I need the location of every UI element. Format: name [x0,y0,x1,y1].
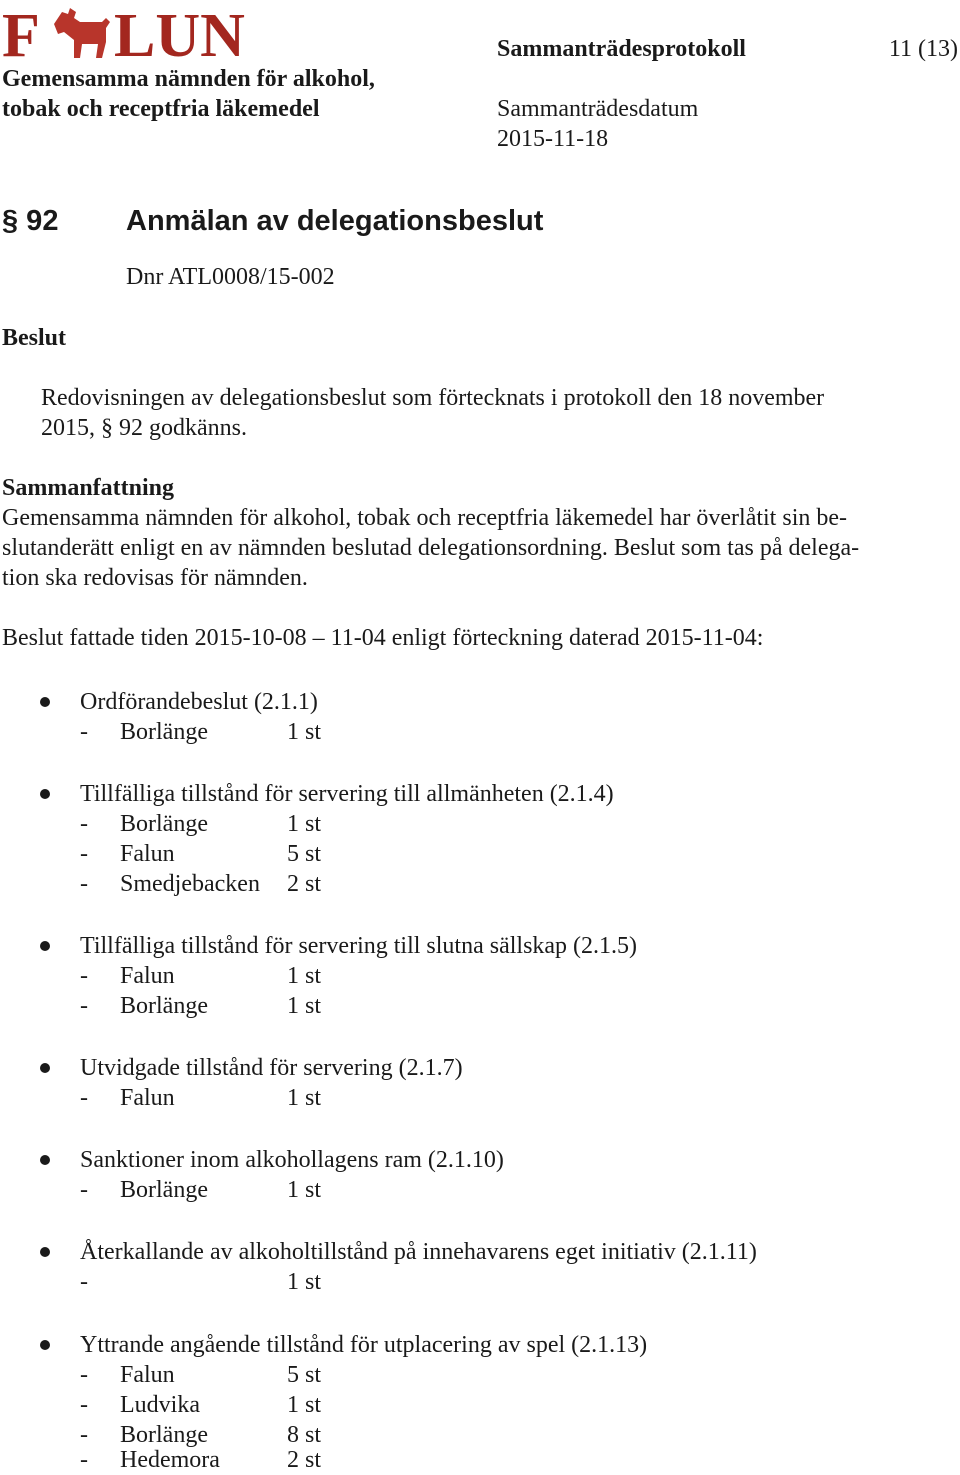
bullet-icon [40,941,50,951]
row-dash: - [80,1269,88,1295]
row-dash: - [80,1447,88,1473]
row-place: Borlänge [120,1422,208,1448]
row-dash: - [80,841,88,867]
header-doc-type: Sammanträdesprotokoll [497,36,746,62]
row-count: 1 st [287,1269,322,1295]
header-date: 2015-11-18 [497,126,609,152]
row-dash: - [80,1362,88,1388]
row-dash: - [80,993,88,1019]
row-dash: - [80,719,88,745]
logo-letters-lun: LUN [114,2,245,62]
row-count: 1 st [287,1085,322,1111]
row-place: Ludvika [120,1392,200,1418]
row-count: 1 st [287,811,322,837]
row-place: Smedjebacken [120,871,260,897]
row-dash: - [80,1085,88,1111]
row-dash: - [80,1422,88,1448]
period-text: Beslut fattade tiden 2015-10-08 – 11-04 enligt förteckning daterad 2015-11-04: [2,625,764,651]
sammanfattning-line2: slutanderätt enligt en av nämnden beslutad delegationsordning. Beslut som tas på delega- [2,535,860,561]
row-dash: - [80,871,88,897]
row-place: Borlänge [120,811,208,837]
bullet-icon [40,1063,50,1073]
dnr: Dnr ATL0008/15-002 [126,264,335,290]
row-dash: - [80,1392,88,1418]
section-number: § 92 [2,205,59,237]
row-count: 1 st [287,1177,322,1203]
sammanfattning-line1: Gemensamma nämnden för alkohol, tobak och receptfria läkemedel har överlåtit sin be- [2,505,848,531]
row-place: Borlänge [120,719,208,745]
row-place: Falun [120,841,175,867]
row-count: 1 st [287,1392,322,1418]
row-count: 5 st [287,841,322,867]
falun-logo [2,2,282,62]
list-item-title: Utvidgade tillstånd för servering (2.1.7) [80,1055,463,1081]
bullet-icon [40,1340,50,1350]
sammanfattning-label: Sammanfattning [2,475,175,501]
row-place: Hedemora [120,1447,220,1473]
header-org-line2: tobak och receptfria läkemedel [2,96,320,122]
row-dash: - [80,811,88,837]
beslut-text-line1: Redovisningen av delegationsbeslut som förtecknats i protokoll den 18 november [41,385,825,411]
bullet-icon [40,1247,50,1257]
row-count: 1 st [287,719,322,745]
list-item-title: Tillfälliga tillstånd för servering till slutna sällskap (2.1.5) [80,933,638,959]
row-place: Borlänge [120,993,208,1019]
row-dash: - [80,1177,88,1203]
list-item-title: Sanktioner inom alkohollagens ram (2.1.10) [80,1147,504,1173]
beslut-text-line2: 2015, § 92 godkänns. [41,415,247,441]
row-count: 2 st [287,1447,322,1473]
section-title: Anmälan av delegationsbeslut [126,205,544,237]
row-count: 1 st [287,993,322,1019]
header-page-number: 11 (13) [888,36,958,62]
row-dash: - [80,963,88,989]
dala-horse-icon [54,8,110,58]
list-item-title: Återkallande av alkoholtillstånd på innehavarens eget initiativ (2.1.11) [80,1239,757,1265]
row-count: 2 st [287,871,322,897]
header-org-line1: Gemensamma nämnden för alkohol, [2,66,375,92]
list-item-title: Tillfälliga tillstånd för servering till allmänheten (2.1.4) [80,781,614,807]
row-count: 1 st [287,963,322,989]
logo-letter-f: F [2,2,40,62]
header-date-label: Sammanträdesdatum [497,96,699,122]
bullet-icon [40,697,50,707]
list-item-title: Ordförandebeslut (2.1.1) [80,689,318,715]
bullet-icon [40,1155,50,1165]
row-place: Borlänge [120,1177,208,1203]
list-item-title: Yttrande angående tillstånd för utplacering av spel (2.1.13) [80,1332,648,1358]
beslut-label: Beslut [2,325,67,351]
row-place: Falun [120,963,175,989]
row-place: Falun [120,1362,175,1388]
row-count: 5 st [287,1362,322,1388]
sammanfattning-line3: tion ska redovisas för nämnden. [2,565,308,591]
row-count: 8 st [287,1422,322,1448]
row-place: Falun [120,1085,175,1111]
bullet-icon [40,789,50,799]
